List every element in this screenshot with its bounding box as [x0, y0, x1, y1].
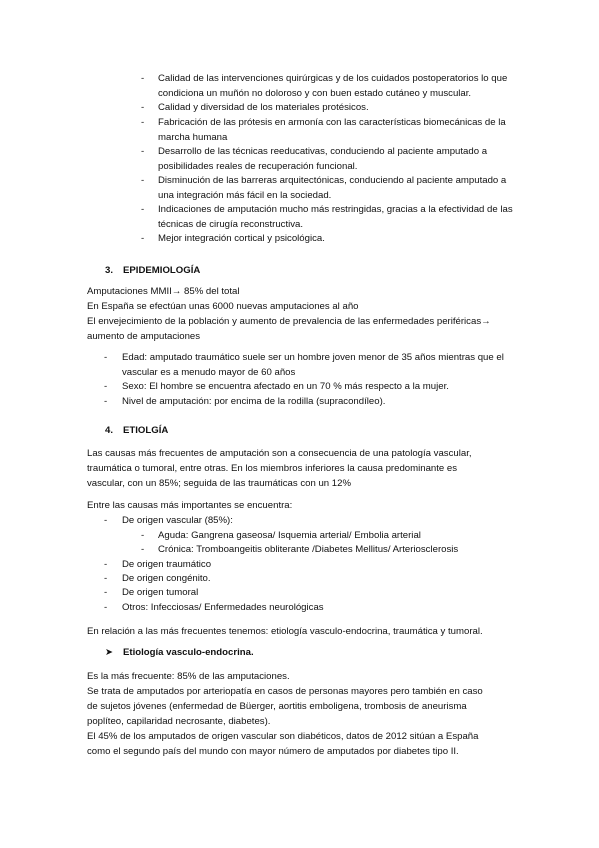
text-line: Amputaciones MMII→ 85% del total	[87, 286, 240, 297]
list-item	[141, 115, 519, 145]
bullet-dash: -	[104, 352, 108, 363]
sub-list-item	[141, 542, 519, 557]
section-title: EPIDEMIOLOGÍA	[123, 265, 201, 276]
text-line: El envejecimiento de la población y aumento de prevalencia de las enfermedades periféricas→	[87, 316, 491, 327]
bullet-dash: -	[104, 396, 108, 407]
bullet-dash: -	[141, 544, 145, 555]
bullet-dash: -	[141, 146, 145, 157]
bullet-dash: -	[141, 204, 145, 215]
list-item	[141, 173, 519, 203]
list-item-text: De origen traumático	[122, 559, 212, 570]
list-item	[141, 100, 519, 115]
list-item	[104, 557, 514, 572]
section-number: 3.	[105, 265, 114, 276]
list-item-text: Mejor integración cortical y psicológica.	[158, 233, 325, 244]
list-item	[141, 71, 519, 101]
list-item-text: Crónica: Tromboangeitis obliterante /Diabetes Mellitus/ Arteriosclerosis	[158, 544, 459, 555]
section-title: ETIOLGÍA	[123, 425, 169, 436]
bullet-dash: -	[104, 602, 108, 613]
list-item	[104, 379, 514, 394]
list-item	[141, 144, 519, 174]
epidemiology-paragraph	[87, 284, 517, 344]
section-number: 4.	[105, 425, 114, 436]
subheading-title: Etiología vasculo-endocrina.	[123, 647, 254, 658]
list-item	[104, 513, 514, 528]
text-line: como el segundo país del mundo con mayor número de amputados por diabetes tipo II.	[87, 746, 459, 757]
list-item	[104, 600, 514, 615]
text-line: de sujetos jóvenes (enfermedad de Büerger, aortitis emboligena, trombosis de aneurisma	[87, 701, 467, 712]
bullet-dash: -	[104, 515, 108, 526]
bullet-dash: -	[141, 73, 145, 84]
list-item-text: Aguda: Gangrena gaseosa/ Isquemia arterial/ Embolia arterial	[158, 530, 421, 541]
text-line: aumento de amputaciones	[87, 331, 201, 342]
list-item	[104, 585, 514, 600]
list-item-text: Edad: amputado traumático suele ser un hombre joven menor de 35 años mientras que el vascular es a menudo mayor de 60 años	[122, 352, 504, 378]
bullet-dash: -	[141, 102, 145, 113]
list-item	[141, 202, 519, 232]
bullet-dash: -	[141, 233, 145, 244]
text-line: El 45% de los amputados de origen vascular son diabéticos, datos de 2012 sitúan a España	[87, 731, 479, 742]
bullet-dash: -	[104, 559, 108, 570]
list-item	[141, 231, 519, 246]
bullet-dash: -	[104, 587, 108, 598]
list-item-text: Calidad de las intervenciones quirúrgicas y de los cuidados postoperatorios lo que condiciona un muñón no doloroso y con buen estado cutáneo y muscular.	[158, 73, 508, 99]
etiology-intro-paragraph	[87, 446, 517, 491]
list-item	[104, 571, 514, 586]
list-item	[104, 394, 514, 409]
text-line: Se trata de amputados por arteriopatía en casos de personas mayores pero también en caso	[87, 686, 483, 697]
list-item-text: Desarrollo de las técnicas reeducativas, conduciendo al paciente amputado a posibilidades reales de recuperación funcional.	[158, 146, 488, 172]
bullet-dash: -	[104, 573, 108, 584]
relation-paragraph: En relación a las más frecuentes tenemos: etiología vasculo-endocrina, traumática y tumoral.	[87, 626, 483, 637]
list-item-text: De origen congénito.	[122, 573, 211, 584]
section-heading-etiologia	[105, 423, 168, 438]
bullet-dash: -	[141, 117, 145, 128]
vasculo-endocrine-paragraph	[87, 669, 517, 759]
arrow-bullet-icon: ➤	[105, 647, 114, 658]
sub-list-item	[141, 528, 519, 543]
list-item-text: De origen vascular (85%):	[122, 515, 233, 526]
bullet-dash: -	[141, 530, 145, 541]
section-heading-epidemiologia	[105, 263, 200, 278]
text-line: traumática o tumoral, entre otras. En los miembros inferiores la causa predominante es	[87, 463, 458, 474]
list-item-text: De origen tumoral	[122, 587, 199, 598]
list-item-text: Nivel de amputación: por encima de la rodilla (supracondíleo).	[122, 396, 386, 407]
list-item-text: Disminución de las barreras arquitectónicas, conduciendo al paciente amputado a una integración más fácil en la sociedad.	[158, 175, 507, 201]
text-line: poplíteo, capilaridad necrosante, diabetes).	[87, 716, 271, 727]
subheading	[105, 645, 254, 660]
text-line: En España se efectúan unas 6000 nuevas amputaciones al año	[87, 301, 359, 312]
list-item-text: Indicaciones de amputación mucho más restringidas, gracias a la efectividad de las técnicas de cirugía reconstructiva.	[158, 204, 513, 230]
bullet-dash: -	[104, 381, 108, 392]
list-item-text: Calidad y diversidad de los materiales protésicos.	[158, 102, 369, 113]
text-line: Es la más frecuente: 85% de las amputaciones.	[87, 671, 290, 682]
text-line: vascular, con un 85%; seguida de las traumáticas con un 12%	[87, 478, 351, 489]
list-item	[104, 350, 514, 380]
causes-intro: Entre las causas más importantes se encuentra:	[87, 500, 293, 511]
bullet-dash: -	[141, 175, 145, 186]
text-line: Las causas más frecuentes de amputación son a consecuencia de una patología vascular,	[87, 448, 472, 459]
list-item-text: Fabricación de las prótesis en armonía con las características biomecánicas de la marcha humana	[158, 117, 506, 143]
list-item-text: Otros: Infecciosas/ Enfermedades neurológicas	[122, 602, 324, 613]
list-item-text: Sexo: El hombre se encuentra afectado en un 70 % más respecto a la mujer.	[122, 381, 449, 392]
